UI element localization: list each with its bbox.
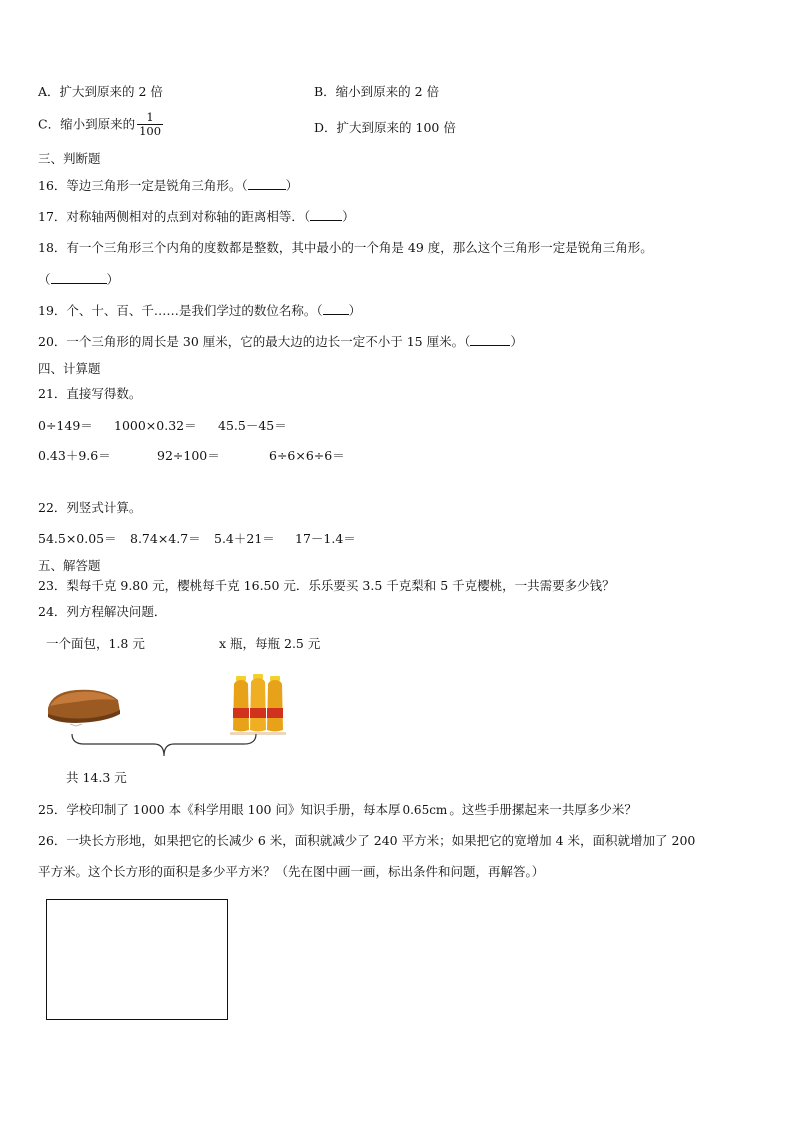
question-18-open: （	[38, 272, 51, 287]
bottle-price-label: x 瓶，每瓶 2.5 元	[219, 636, 321, 651]
choice-a: A．扩大到原来的 2 倍	[38, 84, 163, 99]
question-19	[38, 302, 361, 319]
question-16	[38, 177, 298, 194]
question-20	[38, 333, 523, 350]
question-25-suffix: 。这些手册摞起来一共厚多少米？	[449, 802, 637, 817]
question-18-close: ）	[106, 272, 120, 287]
calc-item: 17－1.4＝	[295, 531, 356, 546]
section-3-title: 三、判断题	[38, 151, 101, 166]
section-4-title: 四、计算题	[38, 361, 101, 376]
choice-c-text: C．缩小到原来的	[38, 116, 136, 132]
bread-price-label: 一个面包，1.8 元	[46, 636, 145, 651]
choice-d: D．扩大到原来的 100 倍	[314, 120, 456, 135]
fraction-numerator: 1	[137, 111, 163, 125]
answer-blank-16[interactable]	[248, 177, 286, 190]
calc-item: 1000×0.32＝	[114, 418, 197, 433]
question-16-text: 16．等边三角形一定是锐角三角形。（	[38, 178, 248, 193]
question-23: 23．梨每千克 9.80 元，樱桃每千克 16.50 元．乐乐要买 3.5 千克梨和 5 千克樱桃，一共需要多少钱？	[38, 578, 615, 593]
question-21: 21．直接写得数。	[38, 386, 142, 401]
question-20-close: ）	[510, 334, 523, 349]
section-5-title: 五、解答题	[38, 558, 101, 573]
question-19-text: 19．个、十、百、千……是我们学过的数位名称。（	[38, 303, 323, 318]
answer-blank-18[interactable]	[51, 271, 107, 284]
question-17	[38, 208, 355, 225]
question-18-answer	[38, 271, 119, 288]
calc-item: 5.4＋21＝	[214, 531, 275, 546]
answer-blank-19[interactable]	[323, 302, 349, 315]
drawing-rectangle[interactable]	[46, 899, 228, 1020]
choice-b: B．缩小到原来的 2 倍	[314, 84, 440, 99]
calc-item: 45.5－45＝	[218, 418, 287, 433]
question-22: 22．列竖式计算。	[38, 500, 142, 515]
question-17-text: 17．对称轴两侧相对的点到对称轴的距离相等．（	[38, 209, 311, 224]
question-25	[38, 802, 637, 818]
juice-bottles-icon	[228, 672, 288, 736]
total-price-label: 共 14.3 元	[66, 770, 127, 785]
question-24: 24．列方程解决问题．	[38, 604, 167, 619]
answer-blank-17[interactable]	[310, 208, 342, 221]
fraction-one-hundredth	[137, 111, 163, 138]
question-20-text: 20．一个三角形的周长是 30 厘米，它的最大边的边长一定不小于 15 厘米。（	[38, 334, 471, 349]
question-26-line-2: 平方米。这个长方形的面积是多少平方米？（先在图中画一画，标出条件和问题，再解答。）	[38, 864, 545, 879]
question-25-value: 0.65cm	[402, 803, 448, 817]
calc-item: 92÷100＝	[157, 448, 220, 463]
question-26-line-1: 26．一块长方形地，如果把它的长减少 6 米，面积就减少了 240 平方米；如果把它的宽增加 4 米，面积就增加了 200	[38, 833, 696, 848]
calc-item: 8.74×4.7＝	[130, 531, 201, 546]
question-16-close: ）	[285, 178, 299, 193]
calc-item: 54.5×0.05＝	[38, 531, 117, 546]
question-18: 18．有一个三角形三个内角的度数都是整数，其中最小的一个角是 49 度，那么这个三角形一定是锐角三角形。	[38, 240, 653, 255]
calc-item: 6÷6×6÷6＝	[269, 448, 345, 463]
question-17-close: ）	[342, 209, 355, 224]
curly-brace	[70, 730, 258, 760]
choice-c	[38, 111, 163, 138]
question-19-close: ）	[348, 303, 362, 318]
calc-item: 0÷149＝	[38, 418, 93, 433]
fraction-denominator: 100	[139, 124, 162, 138]
bread-icon	[46, 686, 122, 726]
question-25-text: 25．学校印制了 1000 本《科学用眼 100 问》知识手册，每本厚	[38, 802, 401, 817]
calc-item: 0.43＋9.6＝	[38, 448, 111, 463]
answer-blank-20[interactable]	[470, 333, 510, 346]
